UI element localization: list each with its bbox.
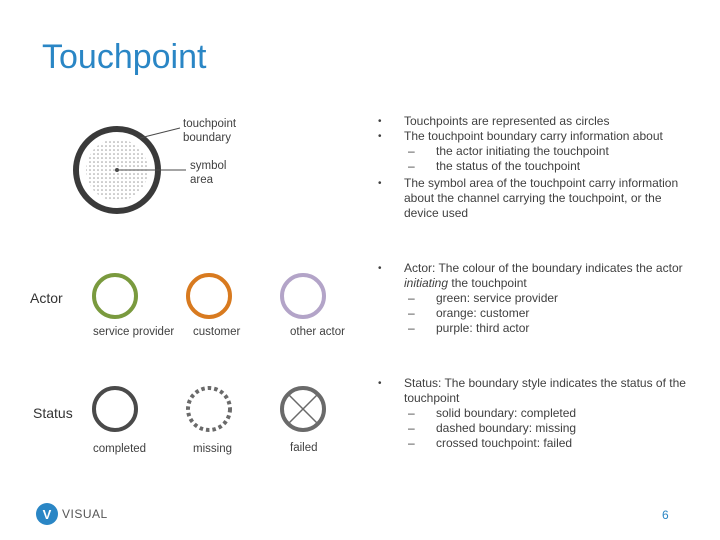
boundary-leader-line [140, 128, 180, 138]
sub-bullet: – green: service provider [378, 291, 690, 306]
status-circle-missing [188, 388, 230, 430]
bullet-actor: • Actor: The colour of the boundary indicates the actor initiating the touchpoint [378, 261, 690, 291]
boundary-label: touchpoint boundary [183, 118, 237, 144]
sub-bullet: – orange: customer [378, 306, 690, 321]
label-missing: missing [193, 443, 232, 455]
actor-row-label: Actor [30, 290, 63, 306]
label-other-actor: other actor [290, 326, 345, 338]
label-completed: completed [93, 443, 147, 455]
sub-bullet: – purple: third actor [378, 321, 690, 336]
explanation-bullets [378, 114, 690, 451]
bullet-symbol-area: • The symbol area of the touchpoint carry information about the channel carrying the touchpoint, or the device used [378, 176, 690, 221]
symbol-area-label: symbol area [190, 160, 227, 186]
bullet-circles: • Touchpoints are represented as circles [378, 114, 690, 129]
actor-circle-customer [188, 275, 230, 317]
logo-badge: V [36, 503, 58, 525]
actor-circle-other-actor [282, 275, 324, 317]
sub-bullet: – the status of the touchpoint [378, 159, 690, 174]
slide-title: Touchpoint [42, 38, 207, 76]
actor-circle-service-provider [94, 275, 136, 317]
sub-bullet: – the actor initiating the touchpoint [378, 144, 690, 159]
sub-bullet: – solid boundary: completed [378, 406, 690, 421]
status-row-label: Status [33, 405, 73, 421]
logo-text: VISUAL [62, 507, 108, 521]
label-service-provider: service provider [93, 326, 175, 338]
label-failed: failed [290, 442, 318, 454]
bullet-status: • Status: The boundary style indicates the status of the touchpoint [378, 376, 690, 406]
status-circle-failed [282, 388, 324, 430]
status-circle-completed [94, 388, 136, 430]
sub-bullet: – crossed touchpoint: failed [378, 436, 690, 451]
bullet-boundary: • The touchpoint boundary carry information about [378, 129, 690, 144]
sub-bullet: – dashed boundary: missing [378, 421, 690, 436]
symbol-leader-dot [115, 168, 119, 172]
label-customer: customer [193, 326, 241, 338]
visual-logo [36, 503, 108, 525]
page-number: 6 [662, 508, 669, 522]
example-touchpoint [76, 128, 186, 211]
